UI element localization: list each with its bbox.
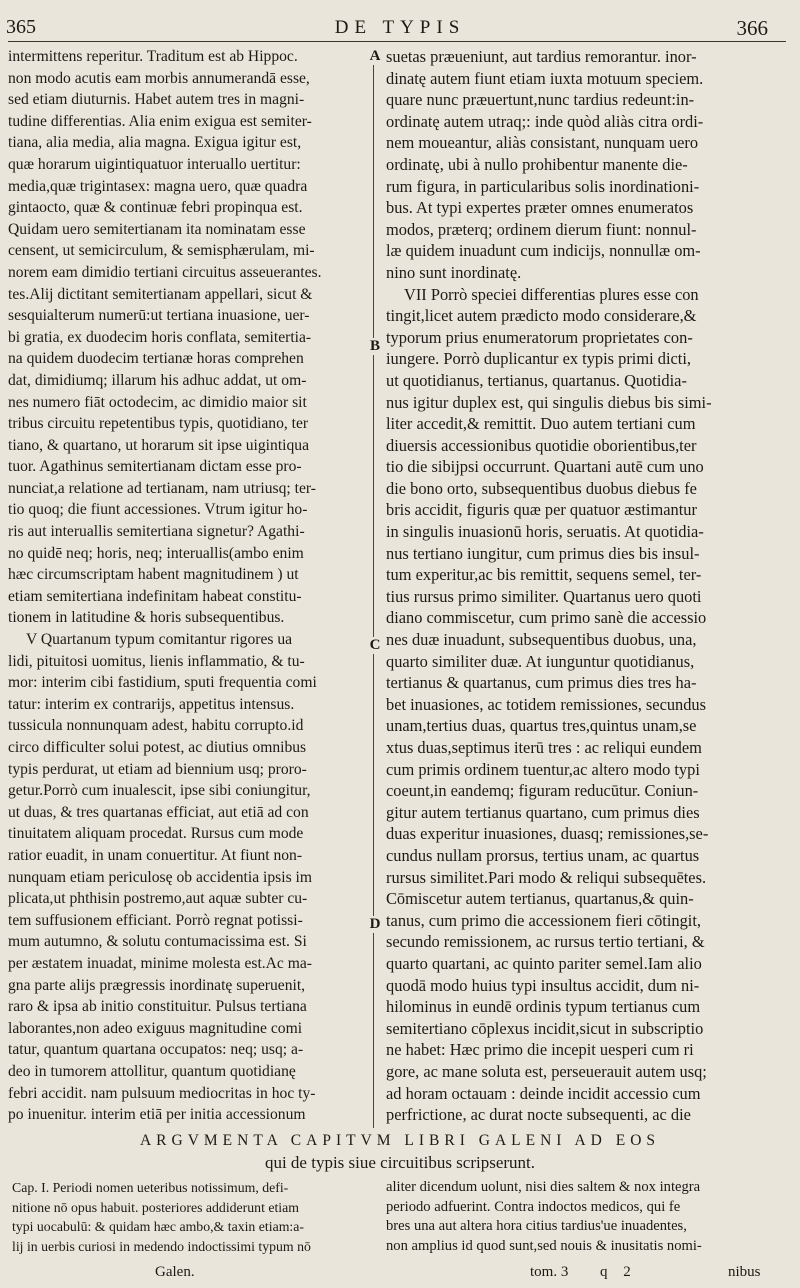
text-line: V Quartanum typum comitantur rigores ua (26, 631, 293, 649)
text-line: tussicula nonnunquam adest, habitu corrupto.id (8, 717, 304, 735)
text-line: mor: interim cibi fastidium, sputi frequentia comi (8, 674, 317, 692)
quire-mark: q 2 (600, 1264, 637, 1280)
text-line: ad horam octauam : deinde incidit accessio cum (386, 1083, 701, 1103)
text-line: tanus, cum primo die accessionem fieri cōtingit, (386, 910, 701, 930)
page-footer (0, 1264, 800, 1286)
text-line (386, 1126, 776, 1128)
text-line: tertianus & quartanus, cum primus dies tres ha- (386, 673, 697, 693)
text-line: circo difficulter solui potest, ac diutius omnibus (8, 739, 307, 756)
text-line: typorum prius enumeratorum proprietates con- (386, 327, 693, 347)
text-line: perfrictione, ac durat nocte subsequenti, ac die (386, 1105, 691, 1125)
page-number-left: 365 (6, 16, 36, 38)
text-line (8, 1126, 366, 1128)
text-line: quæ horarum uigintiquatuor interuallo uertitur: (8, 155, 301, 173)
text-line: duas experitur inuasiones, duasq; remissiones,se- (386, 824, 709, 844)
text-line: tuor. Agathinus semitertianam dictam esse pro- (8, 458, 302, 476)
text-line: Cōmiscetur autem tertianus, quartanus,& quin- (386, 889, 694, 909)
text-line: non amplius id quod sunt,sed nouis & inusitatis nomi- (386, 1237, 702, 1254)
text-line: tudine differentias. Alia enim exigua est semiter- (8, 112, 312, 130)
text-line: nus tertiano iungitur, cum primus dies bis insul- (386, 543, 700, 563)
text-line: tatur, quantum quartana occupatos: neq; usq; a- (8, 1041, 304, 1059)
text-line: laborantes,non adeo exiguus magnitudine comi (8, 1019, 303, 1037)
text-line: Quidam uero semitertianam ita nominatam esse (8, 220, 306, 238)
catchword: nibus (728, 1264, 761, 1280)
text-line: tio die sibijpsi occurrunt. Quartani autē cum uno (386, 457, 704, 477)
text-line: lij in uerbis curiosi in medendo indoctissimi typum nō (12, 1238, 311, 1254)
text-line: periodo adfuerint. Contra indoctos medicos, qui fe (386, 1198, 681, 1215)
text-line: bres una aut altera hora citius tardius'ue inuadentes, (386, 1218, 687, 1234)
text-line: bet inuasiones, ac totidem remissiones, secundus (386, 694, 707, 714)
text-line: ut quotidianus, tertianus, quartanus. Quotidia- (386, 370, 687, 390)
volume-mark: tom. 3 (530, 1264, 569, 1280)
text-line: secundo remissionem, ac rursus tertio tertiani, & (386, 932, 705, 952)
text-line: modos, præterq; ordinem dierum fiunt: nonnul- (386, 219, 697, 239)
argument-text-right (386, 1178, 776, 1264)
text-line: tingit,licet autem prædicto modo considerare,& (386, 306, 697, 326)
text-line: unam,tertius duas, quartus tres,quintus unam,se (386, 716, 697, 736)
argument-subheading: qui de typis siue circuitibus scripserunt. (264, 1153, 536, 1172)
text-line: tio quoq; die fiunt accessiones. Vtrum igitur ho- (8, 501, 308, 519)
margin-letter-c: C (369, 637, 381, 653)
text-line: censent, ut semicirculum, & semisphærulam, mi- (8, 242, 315, 260)
text-line: hilominus in eundē ordinis typum tertianus cum (386, 997, 701, 1017)
text-line: gitur autem tertianus quartano, cum primus dies (386, 802, 700, 822)
text-line: nitione nō opus habuit. posteriores addiderunt etiam (12, 1199, 299, 1215)
text-line: gintaocto, quæ & continuæ febri propinqua est. (8, 199, 303, 217)
text-line: die bono orto, subsequentibus duobus diebus fe (386, 478, 697, 498)
text-line: ris aut interuallis semitertiana signetur? Agathi- (8, 523, 305, 541)
text-line: rum figura, in particularibus solis inordinationi- (386, 176, 700, 196)
text-line: bris accidit, figuris quæ per quatuor æstimantur (386, 500, 697, 520)
text-line: tem suffusionem efficiant. Porrò regnat potissi- (8, 911, 303, 929)
text-line: getur.Porrò cum inualescit, ipse sibi coniungitur, (8, 782, 311, 800)
text-line: no quidē neq; horis, neq; interuallis(ambo enim (8, 544, 304, 562)
text-line: Cap. I. Periodi nomen ueteribus notissimum, defi- (12, 1180, 289, 1195)
text-line: tinuitatem aliquam procedat. Rursus cum mode (8, 825, 304, 843)
text-line: tum experitur,ac bis remittit, sequens semel, ter- (386, 565, 702, 585)
text-line: nus igitur duplex est, qui singulis diebus bis simi- (386, 392, 712, 412)
text-line: media,quæ trigintasex: magna uero, quæ quadra (8, 177, 308, 195)
text-line: quarto quartani, ac quinto pariter semel.Iam alio (386, 953, 702, 973)
column-divider (373, 48, 374, 1128)
text-line: nino sunt inordinatę. (386, 262, 522, 282)
text-line: bus. At typi expertes præter omnes enumeratos (386, 198, 694, 218)
text-line: nunciat,a relatione ad tertianam, nam utriusq; ter- (8, 479, 316, 497)
text-line: xtus duas,septimus iterū tres : ac reliqui eundem (386, 738, 702, 757)
text-line: VII Porrò speciei differentias plures esse con (404, 284, 699, 304)
text-line: cundus nullam prorsus, tertius unam, ac quartus (386, 845, 700, 865)
text-line: gore, ac mane soluta est, perseuerauit autem usq; (386, 1061, 707, 1081)
margin-letter-b: B (369, 338, 380, 354)
text-line: quodā modo huius typi insultus accidit, dum ni- (386, 975, 700, 995)
text-line: gna parte alijs prægressis inordinatę superuenit, (8, 976, 306, 994)
text-line: dinatę autem fiunt etiam iuxta motuum speciem. (386, 68, 704, 88)
text-line: quare nunc præuertunt,nunc tardius redeunt:in- (386, 90, 695, 110)
text-line: tatur: interim ex contrarijs, appetitus intensus. (8, 695, 295, 713)
right-text-column (386, 46, 776, 1128)
text-line: ut duas, & tres quartanas efficiat, aut etiā ad con (8, 803, 309, 821)
text-line: non modo acutis eam morbis annumerandā esse, (8, 69, 310, 87)
text-line: sesquialterum numerū:ut tertiana inuasione, uer- (8, 307, 310, 325)
text-line: deo in tumorem attollitur, quantum quotidianę (8, 1062, 296, 1080)
header-rule (8, 41, 786, 42)
text-line: ne habet: Hæc primo die incepit uesperi cum ri (386, 1040, 694, 1060)
text-line: sed etiam diuturnis. Habet autem tres in magni- (8, 91, 305, 109)
argument-heading: ARGVMENTA CAPITVM LIBRI GALENI AD EOS (139, 1132, 661, 1149)
running-title: DE TYPIS (334, 17, 466, 38)
text-line: ordinatę autem utraq;: inde quòd aliàs citra ordi- (386, 111, 704, 131)
text-line: plicata,ut phthisin postremo,aut aquæ subter cu- (8, 890, 308, 908)
text-line: rursus similitet.Pari modo & reliqui subsequētes. (386, 867, 707, 887)
text-line: semitertiano cōplexus incidit,sicut in subscriptio (386, 1018, 704, 1038)
margin-letter-a: A (369, 48, 381, 64)
text-line: nem moueantur, aliàs consistant, nunquam uero (386, 133, 699, 153)
text-line: typi uocabulū: & quidam hæc ambo,& taxin etiam:a- (12, 1219, 304, 1234)
text-line: bi gratia, ex duodecim horis conflata, semitertia- (8, 328, 312, 346)
text-line: nunquam etiam periculosę ob accidentia ipsis im (8, 868, 312, 886)
text-line: etiam semitertiana indefinitam habeat constitu- (8, 587, 302, 605)
text-line: per æstatem inuadat, minime molesta est.Ac ma- (8, 954, 312, 972)
text-line: intermittens reperitur. Traditum est ab Hippoc. (8, 48, 298, 65)
text-line: liter accedit,& remittit. Duo autem tertiani cum (386, 414, 696, 434)
text-line: dat, dimidiumq; illarum his adhuc addat, ut om- (8, 371, 307, 389)
text-line: po inuenitur. interim etiā per initia accessionum (8, 1106, 306, 1124)
text-line: nes numero fiāt octodecim, ac dimidio maior sit (8, 393, 307, 411)
text-line: diano commiscetur, cum primo sanè die accessio (386, 608, 707, 628)
text-line: ratior euadit, in unam conuertitur. At fiunt non- (8, 846, 303, 864)
text-line: nes duæ inuadunt, subsequentibus duobus, una, (386, 630, 697, 650)
text-line: in singulis inuasionū horis, seruatis. At quotidia- (386, 522, 704, 542)
argument-heading-block (0, 1130, 800, 1174)
text-line: na quidem duodecim tertianæ horas comprehen (8, 350, 304, 368)
text-line: tes.Alij dictitant semitertianam appellari, sicut & (8, 285, 313, 303)
text-line: tiano, & quartano, ut horarum sit ipse uigintiqua (8, 436, 309, 454)
text-line: ordinatę, ubi à nullo prohibentur manente die- (386, 154, 688, 174)
left-text-column (8, 46, 366, 1128)
text-line: læ quidem inuadunt cum indicijs, nonnullæ om- (386, 241, 701, 261)
page-number-right: 366 (736, 16, 768, 40)
text-line: typis perdurat, ut etiam ad biennium usq; proro- (8, 760, 307, 778)
text-line: mum autumno, & solutu contumacissima est. Si (8, 933, 307, 951)
text-line: norem eam dimidio tertiani circuitus asseuerantes. (8, 263, 322, 281)
page-header (0, 14, 800, 42)
text-line: diuersis accessionibus quotidie oborientibus,ter (386, 435, 697, 455)
text-line: tribus circuitu repetentibus typis, quotidiano, ter (8, 415, 309, 433)
text-line: iungere. Porrò duplicantur ex typis primi dicti, (386, 349, 691, 369)
text-line: lidi, pituitosi uomitus, lienis inflammatio, & tu- (8, 652, 305, 670)
text-line: quarto similiter duæ. At iunguntur quotidianus, (386, 651, 695, 671)
text-line: cum primis ordinem tuentur,ac altero modo typi (386, 759, 700, 779)
text-line: suetas præueniunt, aut tardius remorantur. inor- (386, 47, 697, 66)
text-line: raro & ipsa ab initio constituitur. Pulsus tertiana (8, 998, 307, 1016)
argument-text-left (12, 1178, 368, 1264)
text-line: hæc circumscriptam habent magnitudinem ) ut (8, 566, 299, 584)
signature-mark: Galen. (155, 1264, 195, 1280)
text-line: febri accidit. nam pulsuum mediocritas in hoc ty- (8, 1084, 316, 1102)
text-line: aliter dicendum uolunt, nisi dies saltem & nox integra (386, 1179, 701, 1195)
text-line: tionem in latitudine & horis subsequentibus. (8, 609, 285, 627)
text-line: tius rursus primo similiter. Quartanus uero quoti (386, 586, 702, 606)
text-line: coeunt,in eandemq; figuram reducūtur. Coniun- (386, 781, 699, 801)
text-line: tiana, alia media, alia magna. Exigua igitur est, (8, 134, 302, 152)
margin-letter-d: D (369, 916, 381, 932)
